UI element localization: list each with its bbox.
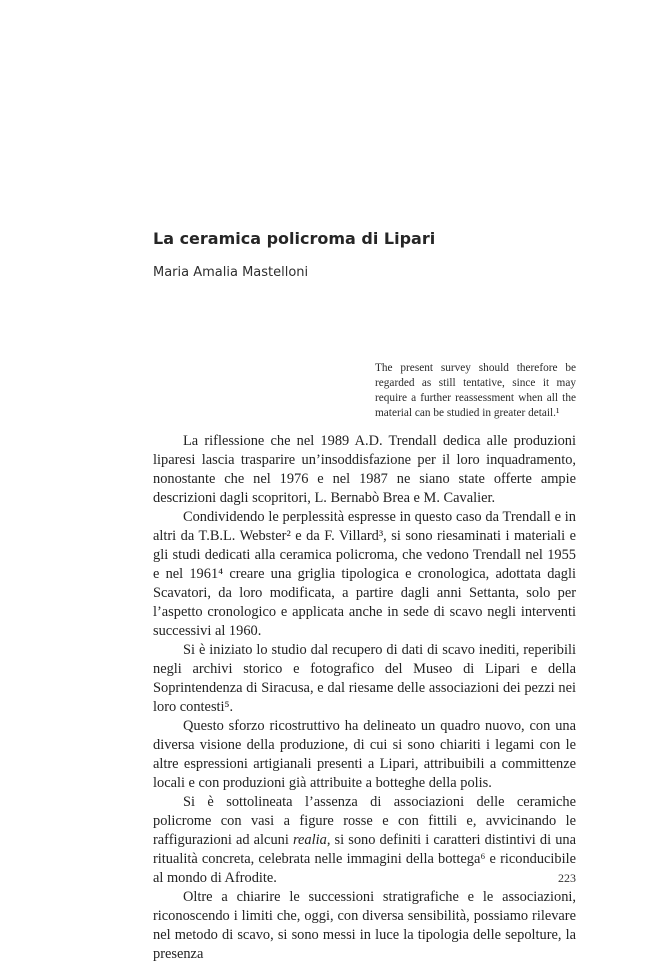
paragraph: Si è iniziato lo studio dal recupero di dati di scavo inediti, reperibili negli archivi storico e fotografico del Museo di Lipari e della Soprintendenza di Siracusa, e dal riesame delle associazioni dei pezzi nei loro contesti⁵. bbox=[153, 642, 576, 715]
page-number: 223 bbox=[558, 871, 576, 885]
author-name: Maria Amalia Mastelloni bbox=[153, 265, 309, 280]
epigraph-quote: The present survey should therefore be regarded as still tentative, since it may require a further reassessment when all the material can be studied in greater detail.¹ bbox=[375, 362, 576, 419]
paragraph: Questo sforzo ricostruttivo ha delineato un quadro nuovo, con una diversa visione della produzione, di cui si sono chiariti i legami con le altre espressioni artigianali presenti a Lipari, attribuibili a committenze locali e con produzioni già attribuite a botteghe della polis. bbox=[153, 718, 576, 791]
paragraph: La riflessione che nel 1989 A.D. Trendall dedica alle produzioni liparesi lascia trasparire un’insoddisfazione per il loro inquadramento, nonostante che nel 1976 e nel 1987 ne siano state offerte ampie descrizioni dagli scopritori, L. Bernabò Brea e M. Cavalier. bbox=[153, 433, 576, 506]
paragraph: Condividendo le perplessità espresse in questo caso da Trendall e in altri da T.B.L. Webster² e da F. Villard³, si sono riesaminati i materiali e gli studi dedicati alla ceramica policroma, che vedono Trendall nel 1955 e nel 1961⁴ creare una griglia tipologica e cronologica, adottata dagli Scavatori, da loro modificata, a partire dagli anni Settanta, solo per l’aspetto cronologico e applicata anche in sede di scavo negli interventi successivi al 1960. bbox=[153, 509, 576, 639]
paragraph: Oltre a chiarire le successioni stratigrafiche e le associazioni, riconoscendo i limiti che, oggi, con diversa sensibilità, possiamo rilevare nel metodo di scavo, si sono messi in luce la tipologia delle sepolture, la presenza bbox=[153, 889, 576, 962]
article-title: La ceramica policroma di Lipari bbox=[153, 229, 436, 248]
paragraph: Si è sottolineata l’assenza di associazioni delle ceramiche policrome con vasi a figure rosse e con fittili e, avvicinando le raffigurazioni ad alcuni realia, si sono definiti i caratteri distintivi di una ritualità concreta, celebrata nelle immagini della bottega⁶ e riconducibile al mondo di Afrodite. bbox=[153, 794, 577, 886]
body-text bbox=[153, 432, 576, 964]
